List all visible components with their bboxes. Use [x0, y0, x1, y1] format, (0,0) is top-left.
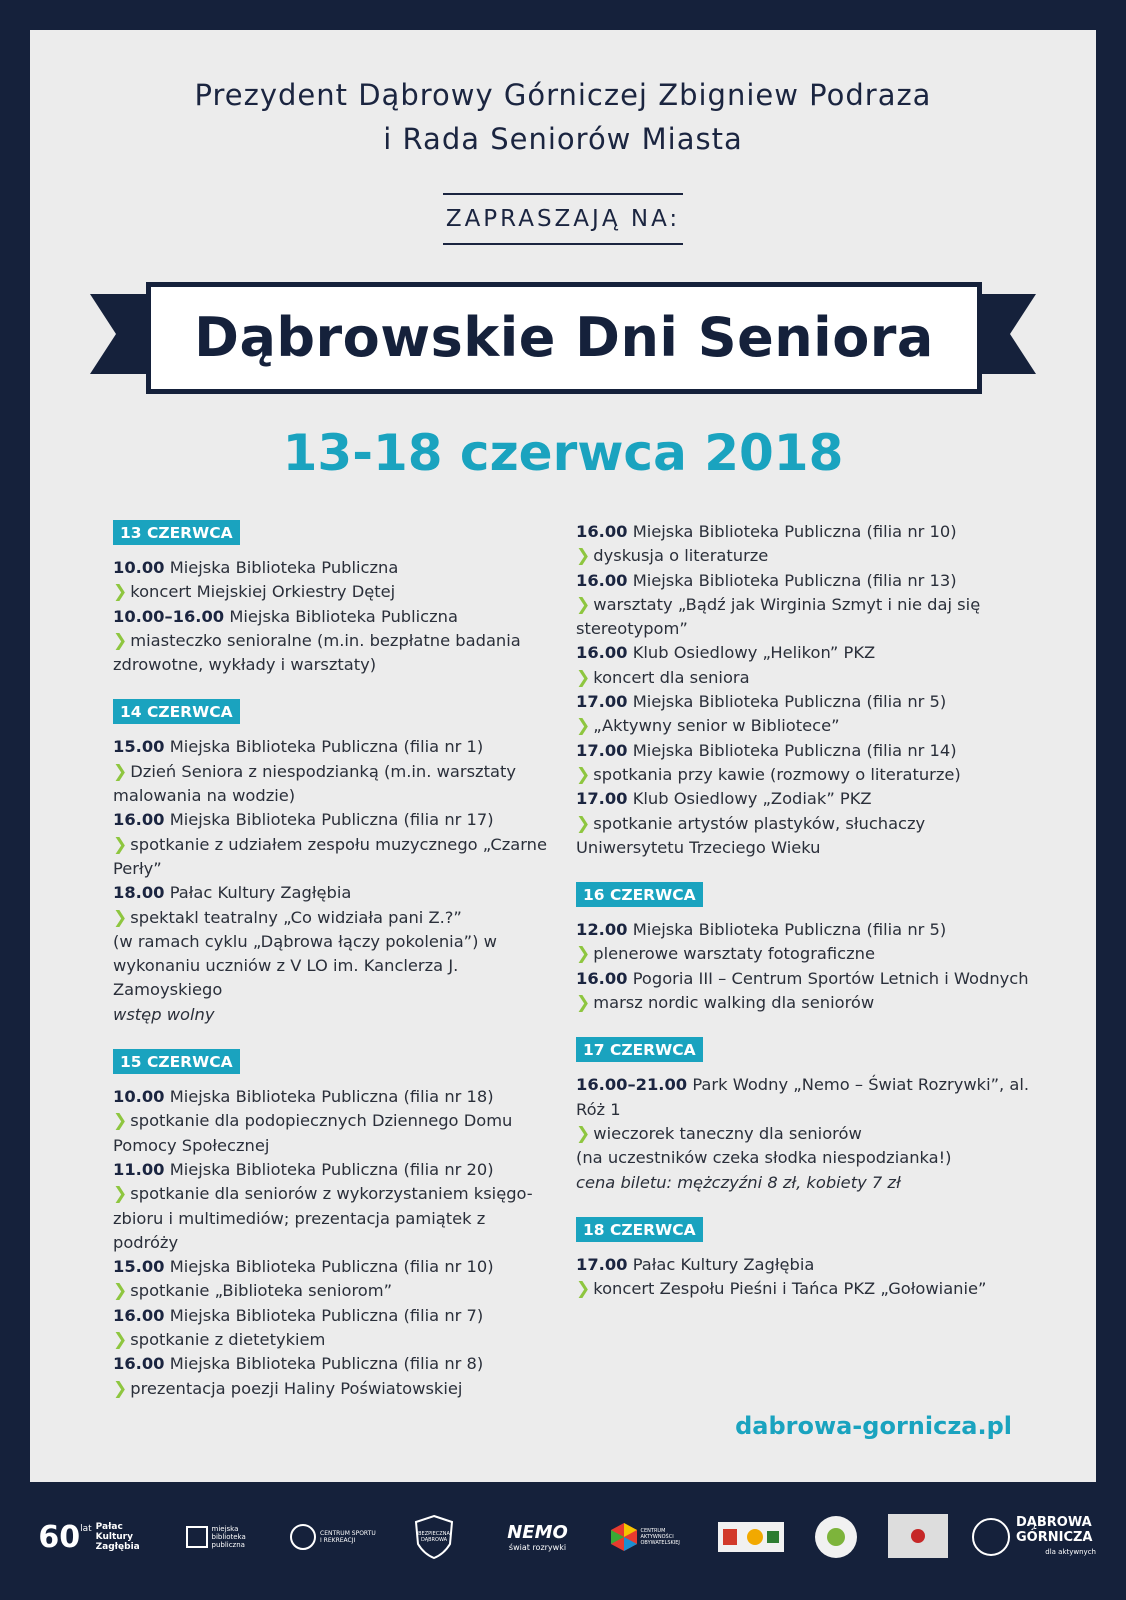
event-description [113, 1279, 553, 1303]
event-time: 11.00 [113, 1159, 165, 1179]
event-time: 17.00 [576, 789, 628, 809]
event-description-text: spotkanie dla podopiecznych Dziennego Domu Pomocy Społecznej [113, 1111, 513, 1155]
event-place: Miejska Biblioteka Publiczna (filia nr 1) [169, 737, 484, 757]
mbp-name: miejska biblioteka publiczna [211, 1525, 246, 1549]
chevron-right-icon: ❯ [113, 1330, 128, 1351]
event-item [113, 1158, 553, 1255]
csir-logo [288, 1500, 378, 1574]
event-place: Miejska Biblioteka Publiczna (filia nr 14) [632, 740, 957, 760]
event-description-text: koncert dla seniora [593, 667, 750, 687]
event-place: Miejska Biblioteka Publiczna [229, 606, 458, 626]
event-time: 10.00–16.00 [113, 606, 225, 626]
chevron-right-icon: ❯ [113, 1281, 128, 1302]
nemo-logo [500, 1500, 575, 1574]
event-place: Miejska Biblioteka Publiczna (filia nr 18) [169, 1087, 494, 1107]
chevron-right-icon: ❯ [113, 1378, 128, 1399]
event-description [576, 942, 1036, 966]
event-place: Miejska Biblioteka Publiczna (filia nr 17) [169, 810, 494, 830]
event-place: Klub Osiedlowy „Zodiak” PKZ [632, 789, 872, 809]
poster [30, 30, 1096, 1482]
event-item [576, 520, 1036, 569]
event-place: Pogoria III – Centrum Sportów Letnich i Wodnych [632, 968, 1029, 988]
bezpieczna-name: BEZPIECZNA DĄBROWA [418, 1531, 450, 1543]
chevron-right-icon: ❯ [113, 907, 128, 928]
event-item [576, 787, 1036, 860]
mbp-logo [183, 1500, 258, 1574]
event-item [113, 556, 553, 605]
event-description-text: spotkanie z dietetykiem [130, 1330, 326, 1350]
day-badge: 14 CZERWCA [113, 699, 240, 724]
day-14 [113, 677, 553, 1027]
book-icon [186, 1526, 208, 1548]
event-time: 17.00 [576, 1254, 628, 1274]
event-description-text: marsz nordic walking dla seniorów [593, 993, 875, 1013]
event-time: 16.00 [576, 643, 628, 663]
event-description-text: warsztaty „Bądź jak Wirginia Szmyt i nie daj się stereotypom” [576, 594, 981, 639]
organizer-line: Prezydent Dąbrowy Górniczej Zbigniew Podraza [194, 78, 932, 112]
event-description [576, 812, 1036, 861]
day-badge: 13 CZERWCA [113, 520, 240, 545]
chevron-right-icon: ❯ [576, 1279, 591, 1300]
partner-emblem-icon [721, 1525, 781, 1549]
event-place: Miejska Biblioteka Publiczna (filia nr 8) [169, 1354, 484, 1374]
event-description [576, 991, 1036, 1015]
circle-emblem-icon [827, 1528, 845, 1546]
event-place: Miejska Biblioteka Publiczna (filia nr 5) [632, 692, 947, 712]
event-description-text: prezentacja poezji Haliny Poświatowskiej [130, 1378, 463, 1398]
event-item [113, 881, 553, 1027]
chevron-right-icon: ❯ [113, 630, 128, 651]
event-item [576, 1253, 1036, 1302]
event-item [113, 605, 553, 678]
event-extra: (w ramach cyklu „Dąbrowa łączy pokolenia”) w wykonaniu uczniów z V LO im. Kanclerza J. Zamoyskiego [113, 931, 497, 1000]
day-13 [113, 520, 553, 677]
dg-name: DĄBROWA GÓRNICZA [1016, 1514, 1093, 1545]
event-description-text: koncert Zespołu Pieśni i Tańca PKZ „Gołowianie” [593, 1279, 987, 1299]
event-place: Miejska Biblioteka Publiczna (filia nr 20) [169, 1159, 494, 1179]
event-description-text: spotkania przy kawie (rozmowy o literaturze) [593, 764, 961, 784]
event-item [576, 641, 1036, 690]
event-description-text: Dzień Seniora z niespodzianką (m.in. warsztaty malowania na wodzie) [113, 761, 516, 806]
event-item [113, 808, 553, 881]
event-description-text: plenerowe warsztaty fotograficzne [593, 944, 875, 964]
day-badge: 18 CZERWCA [576, 1217, 703, 1242]
event-description [113, 580, 553, 604]
event-description-text: dyskusja o literaturze [593, 546, 769, 566]
dg-name-wrap [1016, 1515, 1096, 1560]
day-badge: 15 CZERWCA [113, 1049, 240, 1074]
event-time: 16.00 [576, 570, 628, 590]
day-16 [576, 860, 1036, 1015]
event-time: 10.00 [113, 1087, 165, 1107]
event-item [113, 1085, 553, 1158]
event-place: Miejska Biblioteka Publiczna (filia nr 10) [169, 1257, 494, 1277]
hexagon-icon [610, 1522, 638, 1552]
schedule-right-column [576, 520, 1036, 1301]
event-item [113, 1304, 553, 1353]
event-description [576, 666, 1036, 690]
event-note: wstęp wolny [113, 1004, 215, 1024]
sponsor-logos [0, 1500, 1126, 1580]
event-description [576, 763, 1036, 787]
cao-logo [608, 1500, 682, 1574]
event-date-range: 13-18 czerwca 2018 [282, 424, 844, 482]
chevron-right-icon: ❯ [576, 813, 591, 834]
event-place: Klub Osiedlowy „Helikon” PKZ [632, 643, 876, 663]
day-badge: 16 CZERWCA [576, 882, 703, 907]
event-time: 18.00 [113, 883, 165, 903]
event-place: Miejska Biblioteka Publiczna (filia nr 13) [632, 570, 957, 590]
event-time: 12.00 [576, 920, 628, 940]
event-description [576, 1277, 1036, 1301]
invite-text: ZAPRASZAJĄ NA: [445, 206, 681, 232]
event-time: 10.00 [113, 558, 165, 577]
chevron-right-icon: ❯ [576, 993, 591, 1014]
event-item [113, 1255, 553, 1304]
chevron-right-icon: ❯ [113, 834, 128, 855]
chevron-right-icon: ❯ [576, 764, 591, 785]
chevron-right-icon: ❯ [113, 1184, 128, 1205]
event-description [113, 1328, 553, 1352]
event-description-text: „Aktywny senior w Bibliotece” [593, 716, 840, 736]
event-description-text: spotkanie z udziałem zespołu muzycznego „Czarne Perły” [113, 834, 547, 878]
schedule-left-column [113, 520, 553, 1401]
event-extra: (na uczestników czeka słodka niespodzianka!) [576, 1148, 952, 1168]
pkz-logo [30, 1500, 150, 1574]
event-description-text: spotkanie artystów plastyków, słuchaczy Uniwersytetu Trzeciego Wieku [576, 813, 926, 857]
dg-emblem-icon [972, 1518, 1010, 1556]
pkz-name: Pałac Kultury Zagłębia [95, 1522, 140, 1552]
event-item [113, 1352, 553, 1401]
event-item [576, 739, 1036, 788]
event-item [576, 569, 1036, 642]
chevron-right-icon: ❯ [576, 716, 591, 737]
event-time: 15.00 [113, 737, 165, 757]
event-time: 16.00 [576, 522, 628, 541]
event-item [576, 1073, 1036, 1194]
partner-logo-3 [888, 1514, 948, 1558]
event-description [113, 1182, 553, 1255]
event-note: cena biletu: mężczyźni 8 zł, kobiety 7 zł [576, 1172, 901, 1192]
event-description-text: miasteczko senioralne (m.in. bezpłatne badania zdrowotne, wykłady i warsztaty) [113, 630, 521, 675]
bezpieczna-logo [410, 1500, 458, 1574]
event-time: 17.00 [576, 740, 628, 760]
dg-sub: dla aktywnych [1045, 1547, 1096, 1556]
event-place: Park Wodny „Nemo – Świat Rozrywki”, al. Róż 1 [576, 1075, 1030, 1119]
chevron-right-icon: ❯ [576, 1123, 591, 1144]
chevron-right-icon: ❯ [113, 761, 128, 782]
event-description [113, 1109, 553, 1158]
event-time: 16.00 [576, 968, 628, 988]
event-place: Pałac Kultury Zagłębia [169, 883, 352, 903]
event-item [576, 690, 1036, 739]
invite-box [443, 193, 683, 245]
event-description [113, 629, 553, 678]
event-title-banner [146, 282, 982, 394]
day-17 [576, 1015, 1036, 1194]
pkz-years: 60 [38, 1519, 81, 1555]
event-description-text: spotkanie dla seniorów z wykorzystaniem księgo-zbioru i multimediów; prezentacja pamiątek z podróży [113, 1184, 533, 1252]
day-badge: 17 CZERWCA [576, 1037, 703, 1062]
event-place: Miejska Biblioteka Publiczna (filia nr 5) [632, 920, 947, 940]
csir-name: CENTRUM SPORTU I REKREACJI [320, 1530, 376, 1544]
event-title: Dąbrowskie Dni Seniora [194, 306, 934, 369]
event-item [576, 967, 1036, 1016]
event-description [576, 714, 1036, 738]
event-time: 16.00 [113, 810, 165, 830]
chevron-right-icon: ❯ [576, 594, 591, 615]
event-description-text: wieczorek taneczny dla seniorów [593, 1123, 862, 1143]
event-description [576, 544, 1036, 568]
event-description-text: spotkanie „Biblioteka seniorom” [130, 1281, 393, 1301]
organizer-line-2: i Rada Seniorów Miasta [383, 122, 743, 156]
chevron-right-icon: ❯ [576, 944, 591, 965]
event-time: 16.00 [113, 1354, 165, 1374]
dg-logo [968, 1500, 1100, 1574]
event-description [113, 760, 553, 809]
event-description-text: koncert Miejskiej Orkiestry Dętej [130, 582, 396, 602]
event-item [576, 918, 1036, 967]
day-15-continued [576, 520, 1036, 860]
event-time: 16.00 [113, 1305, 165, 1325]
website-link[interactable]: dabrowa-gornicza.pl [735, 1412, 1012, 1440]
event-description [113, 833, 553, 882]
event-place: Pałac Kultury Zagłębia [632, 1254, 815, 1274]
nemo-sub: świat rozrywki [508, 1543, 567, 1552]
chevron-right-icon: ❯ [576, 667, 591, 688]
event-description [576, 593, 1036, 642]
event-description-text: spektakl teatralny „Co widziała pani Z.?” [130, 907, 462, 927]
nemo-name: NEMO [507, 1522, 568, 1543]
event-place: Miejska Biblioteka Publiczna [169, 558, 399, 577]
chevron-right-icon: ❯ [576, 546, 591, 567]
event-description [113, 1377, 553, 1401]
chevron-right-icon: ❯ [113, 1111, 128, 1132]
partner-logo-2 [815, 1516, 857, 1558]
day-18 [576, 1195, 1036, 1302]
pkz-lat: lat [80, 1524, 92, 1534]
event-time: 15.00 [113, 1257, 165, 1277]
csir-emblem-icon [290, 1524, 316, 1550]
event-time: 17.00 [576, 692, 628, 712]
day-15 [113, 1027, 553, 1401]
event-description [576, 1122, 1036, 1146]
mask-icon [911, 1529, 925, 1543]
event-place: Miejska Biblioteka Publiczna (filia nr 7) [169, 1305, 484, 1325]
event-description [113, 906, 553, 930]
chevron-right-icon: ❯ [113, 582, 128, 603]
partner-logo-1 [718, 1522, 784, 1552]
cao-name: CENTRUM AKTYWNOŚCI OBYWATELSKIEJ [640, 1528, 680, 1546]
event-time: 16.00–21.00 [576, 1075, 688, 1095]
event-item [113, 735, 553, 808]
event-place: Miejska Biblioteka Publiczna (filia nr 10) [632, 522, 957, 541]
